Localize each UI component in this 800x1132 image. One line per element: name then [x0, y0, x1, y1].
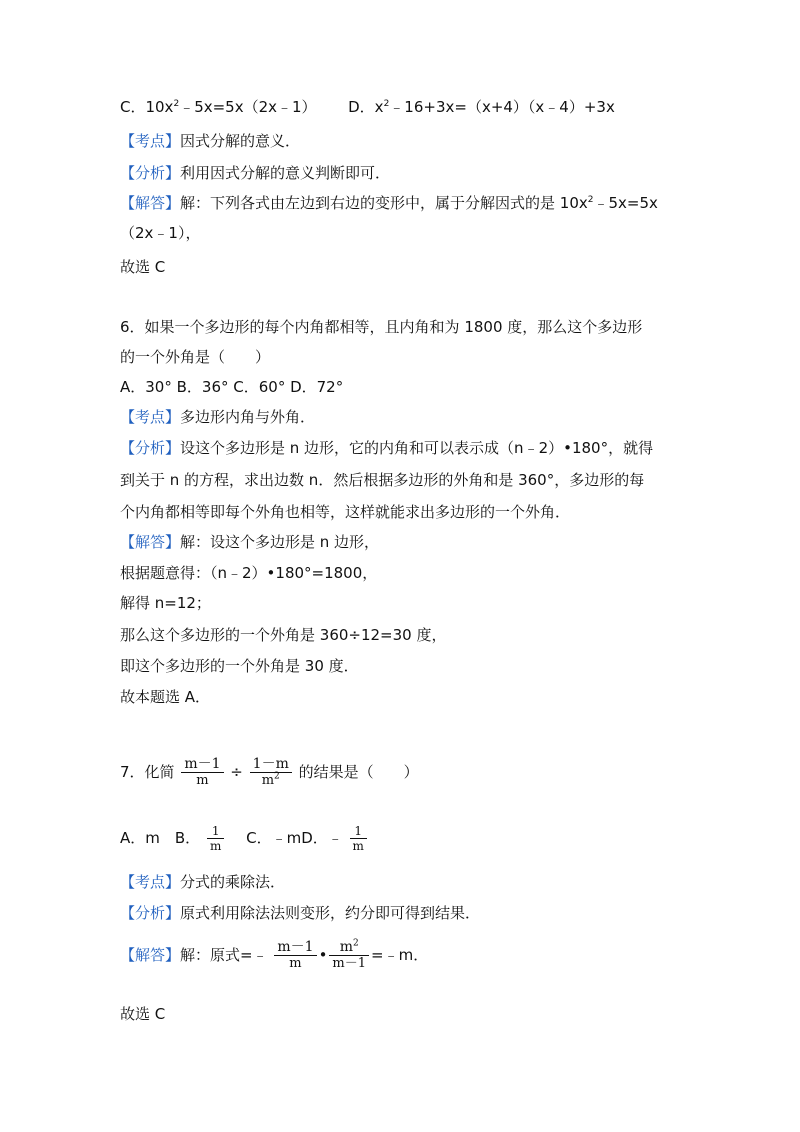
q6-kaodian: 【考点】多边形内角与外角． [120, 408, 316, 426]
q7-options: A．m B． $\frac{1}{m}$ C．﹣mD．﹣ $\frac{1}{m}$ [120, 820, 369, 856]
q7-solution-fraction-2: $\frac{m^2}{m-1}$ [329, 939, 369, 972]
q7-stem: 7．化简 $\frac{m-1}{m}$ ÷ $\frac{1-m}{m^2}$ 的结果是（ ） [120, 756, 419, 788]
q5-fenxi: 【分析】利用因式分解的意义判断即可． [120, 164, 391, 182]
q7-answer: 故选 C [120, 1005, 166, 1023]
q6-jieda-5: 即这个多边形的一个外角是 30 度． [120, 657, 359, 675]
q6-stem-2: 的一个外角是（ ） [120, 348, 271, 366]
q7-option-b-fraction: $\frac{1}{m}$ [207, 824, 224, 853]
q5-kaodian: 【考点】因式分解的意义． [120, 132, 301, 150]
q6-jieda-3: 解得 n=12； [120, 594, 211, 612]
q5-answer: 故选 C [120, 258, 166, 276]
q6-jieda-4: 那么这个多边形的一个外角是 360÷12=30 度， [120, 626, 447, 644]
q6-fenxi-3: 个内角都相等即每个外角也相等，这样就能求出多边形的一个外角． [120, 503, 571, 521]
fenxi-tag: 【分析】 [120, 439, 181, 457]
q6-jieda-2: 根据题意得：（n﹣2）•180°=1800， [120, 564, 378, 582]
q6-fenxi-1: 【分析】设这个多边形是 n 边形，它的内角和可以表示成（n﹣2）•180°，就得 [120, 439, 654, 457]
q6-stem-1: 6．如果一个多边形的每个内角都相等，且内角和为 1800 度，那么这个多边形 [120, 318, 643, 336]
q5-jieda-cont: （2x﹣1）， [120, 224, 201, 242]
q7-fraction-1: $\frac{m-1}{m}$ [181, 756, 223, 789]
kaodian-tag: 【考点】 [120, 408, 181, 426]
q6-answer: 故本题选 A． [120, 688, 211, 706]
kaodian-tag: 【考点】 [120, 873, 181, 891]
q7-fraction-2: $\frac{1-m}{m^2}$ [250, 756, 292, 789]
q6-jieda-1: 【解答】解：设这个多边形是 n 边形， [120, 533, 380, 551]
q5-jieda: 【解答】解：下列各式由左边到右边的变形中，属于分解因式的是 $10x^2﹣5x=5x$ [120, 194, 658, 212]
q7-solution-fraction-1: $\frac{m-1}{m}$ [274, 939, 316, 972]
q6-fenxi-2: 到关于 n 的方程，求出边数 n．然后根据多边形的外角和是 360°，多边形的每 [120, 471, 645, 489]
fenxi-tag: 【分析】 [120, 904, 181, 922]
jieda-tag: 【解答】 [120, 533, 181, 551]
jieda-tag: 【解答】 [120, 946, 181, 964]
q5-options-line: C．$10x^2﹣5x=5x(2x﹣1)$ D．$x^2﹣16+3x=(x+4)(x﹣4)+3x$ [120, 98, 615, 116]
q7-jieda: 【解答】解：原式=﹣ $\frac{m-1}{m}$ • $\frac{m^2}{m-1}$ =﹣m． [120, 938, 429, 971]
kaodian-tag: 【考点】 [120, 132, 181, 150]
jieda-tag: 【解答】 [120, 194, 181, 212]
q7-fenxi: 【分析】原式利用除法法则变形，约分即可得到结果． [120, 904, 481, 922]
q7-option-d-fraction: $\frac{1}{m}$ [350, 824, 367, 853]
fenxi-tag: 【分析】 [120, 164, 181, 182]
q6-options: A．30° B．36° C．60° D．72° [120, 378, 344, 396]
q7-kaodian: 【考点】分式的乘除法． [120, 873, 286, 891]
